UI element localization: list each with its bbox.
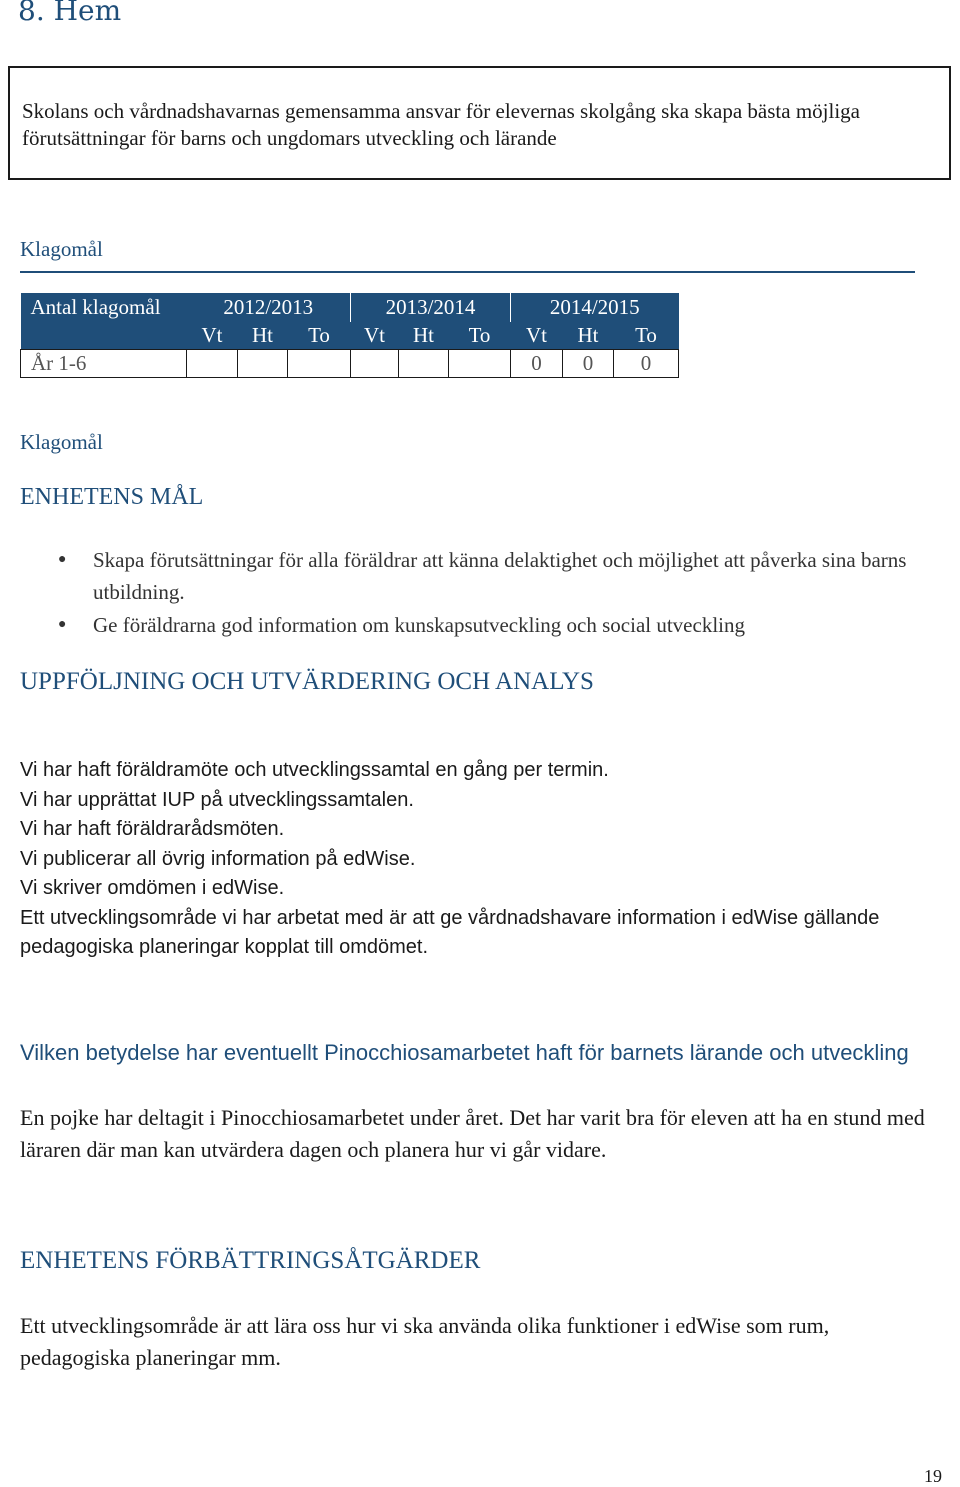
text-line: Vi har upprättat IUP på utvecklingssamtalen. <box>20 788 414 811</box>
page-title: 8. Hem <box>18 0 122 27</box>
list-item <box>20 544 940 608</box>
list-item <box>20 609 940 641</box>
table-row <box>21 349 679 377</box>
goals-list <box>20 544 940 642</box>
table-cell: 0 <box>511 349 563 377</box>
term-header: Ht <box>399 322 449 349</box>
term-header: To <box>614 322 679 349</box>
intro-text: Skolans och vårdnadshavarnas gemensamma ansvar för elevernas skolgång ska skapa bästa möjliga förutsättningar för barns och ungdomars utveckling och lärande <box>22 99 860 150</box>
term-header: To <box>288 322 351 349</box>
pinocchio-body: En pojke har deltagit i Pinocchiosamarbetet under året. Det har varit bra för eleven att ha en stund med läraren där man kan utvärdera dagen och planera hur vi går vidare. <box>20 1105 925 1162</box>
table-cell <box>238 349 288 377</box>
follow-up-text <box>20 756 940 963</box>
year-header: 2013/2014 <box>351 293 511 322</box>
complaints-label-2: Klagomål <box>20 430 103 454</box>
improvement-heading: ENHETENS FÖRBÄTTRINGSÅTGÄRDER <box>20 1247 481 1274</box>
table-cell <box>288 349 351 377</box>
term-header: Vt <box>187 322 238 349</box>
follow-up-heading: UPPFÖLJNING OCH UTVÄRDERING OCH ANALYS <box>20 668 594 695</box>
text-paragraph: Ett utvecklingsområde vi har arbetat med är att ge vårdnadshavare information i edWise gällande pedagogiska planeringar kopplat till omdömet. <box>20 906 880 958</box>
bullet-icon: ● <box>58 617 67 632</box>
text-line: Vi har haft föräldramöte och utvecklingssamtal en gång per termin. <box>20 759 609 781</box>
term-header: Vt <box>511 322 563 349</box>
goals-heading: ENHETENS MÅL <box>20 484 204 510</box>
table-cell <box>187 349 238 377</box>
term-header: To <box>449 322 511 349</box>
term-header: Vt <box>351 322 399 349</box>
table-cell: 0 <box>614 349 679 377</box>
table-cell <box>399 349 449 377</box>
table-cell <box>351 349 399 377</box>
row-label: År 1-6 <box>21 349 187 377</box>
pinocchio-heading: Vilken betydelse har eventuellt Pinocchiosamarbetet haft för barnets lärande och utveckling <box>20 1040 909 1065</box>
table-corner-label: Antal klagomål <box>21 293 187 349</box>
year-header: 2014/2015 <box>511 293 679 322</box>
complaints-table <box>20 293 679 378</box>
intro-box <box>8 66 951 180</box>
page-number: 19 <box>924 1466 942 1486</box>
term-header: Ht <box>563 322 614 349</box>
goal-text: Ge föräldrarna god information om kunskapsutveckling och social utveckling <box>93 613 745 637</box>
goal-text: Skapa förutsättningar för alla föräldrar att känna delaktighet och möjlighet att påverka sina barns utbildning. <box>93 548 907 604</box>
text-line: Vi har haft föräldrarådsmöten. <box>20 818 285 840</box>
complaints-label: Klagomål <box>20 237 103 261</box>
heading-underline <box>20 271 915 273</box>
table-cell <box>449 349 511 377</box>
bullet-icon: ● <box>58 552 67 567</box>
term-header: Ht <box>238 322 288 349</box>
text-line: Vi publicerar all övrig information på edWise. <box>20 847 416 870</box>
table-header-years <box>21 293 679 322</box>
text-line: Vi skriver omdömen i edWise. <box>20 877 285 899</box>
year-header: 2012/2013 <box>187 293 351 322</box>
table-cell: 0 <box>563 349 614 377</box>
improvement-body: Ett utvecklingsområde är att lära oss hur vi ska använda olika funktioner i edWise som rum, pedagogiska planeringar mm. <box>20 1313 830 1370</box>
